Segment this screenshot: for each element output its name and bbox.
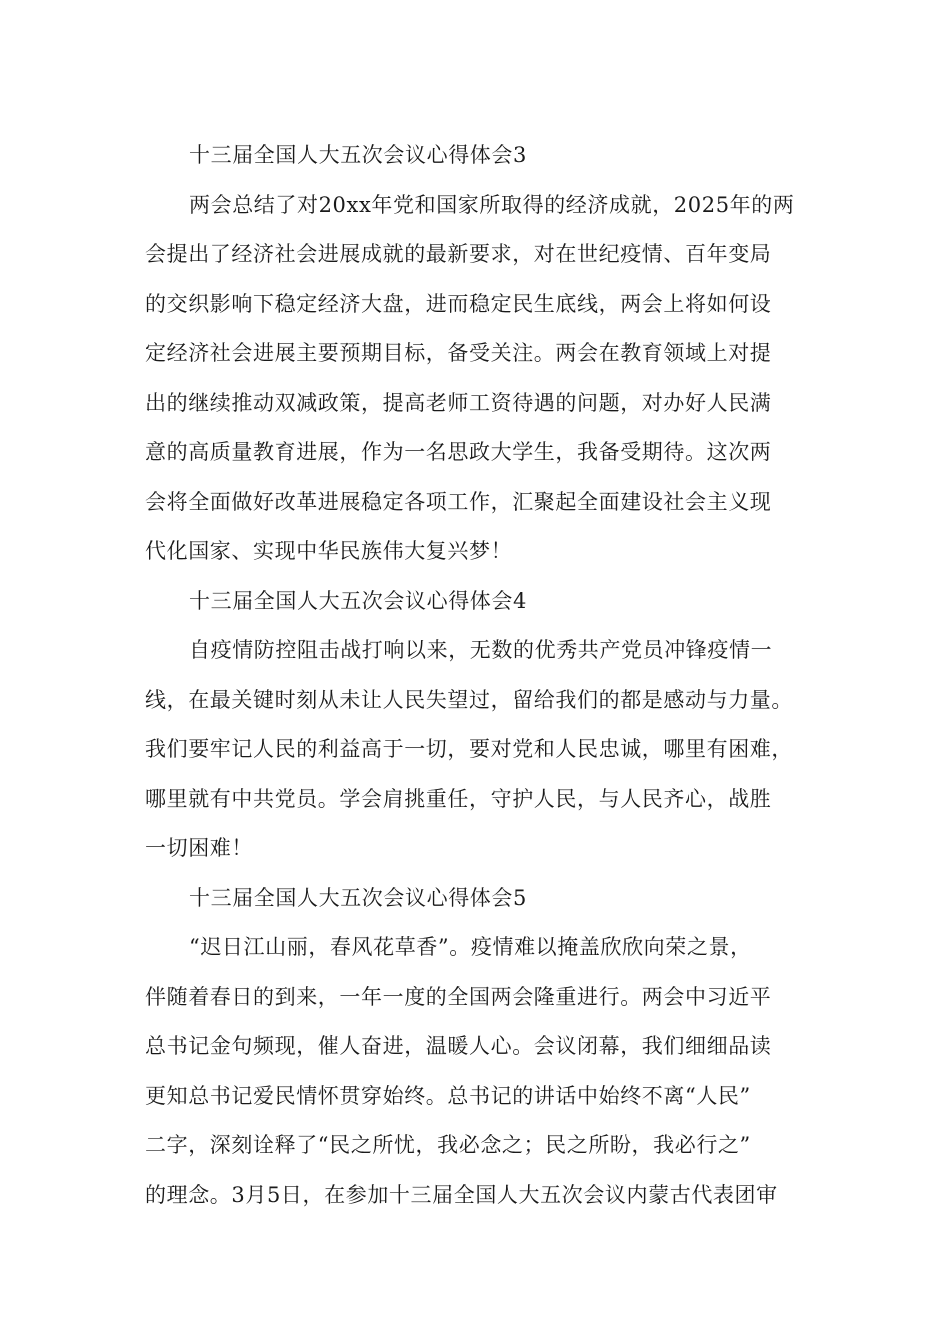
paragraph-line: 两会总结了对20xx年党和国家所取得的经济成就，2025年的两 xyxy=(189,192,795,217)
section-5 xyxy=(145,874,811,1221)
paragraph-line: “迟日江山丽，春风花草香”。疫情难以掩盖欣欣向荣之景， xyxy=(189,935,752,959)
section-heading: 十三届全国人大五次会议心得体会3 xyxy=(189,143,527,167)
paragraph-line: 代化国家、实现中华民族伟大复兴梦！ xyxy=(145,539,513,563)
paragraph-line: 意的高质量教育进展，作为一名思政大学生，我备受期待。这次两 xyxy=(145,440,772,464)
paragraph-line: 出的继续推动双减政策，提高老师工资待遇的问题，对办好人民满 xyxy=(145,390,772,415)
paragraph-line: 总书记金句频现，催人奋进，温暖人心。会议闭幕，我们细细品读 xyxy=(145,1034,772,1058)
section-heading: 十三届全国人大五次会议心得体会4 xyxy=(189,588,527,613)
paragraph-line: 我们要牢记人民的利益高于一切，要对党和人民忠诚，哪里有困难， xyxy=(145,737,793,761)
paragraph xyxy=(145,626,811,874)
section-heading: 十三届全国人大五次会议心得体会5 xyxy=(189,885,527,910)
paragraph-line: 哪里就有中共党员。学会肩挑重任，守护人民，与人民齐心，战胜 xyxy=(145,786,772,811)
paragraph-line: 的交织影响下稳定经济大盘，进而稳定民生底线，两会上将如何设 xyxy=(145,291,772,316)
paragraph-line: 伴随着春日的到来，一年一度的全国两会隆重进行。两会中习近平 xyxy=(145,984,772,1009)
paragraph-line: 二字，深刻诠释了“民之所忧，我必念之；民之所盼，我必行之” xyxy=(145,1133,751,1157)
paragraph-line: 更知总书记爱民情怀贯穿始终。总书记的讲话中始终不离“人民” xyxy=(145,1083,751,1108)
section-3 xyxy=(145,131,811,577)
paragraph-line: 的理念。3月5日，在参加十三届全国人大五次会议内蒙古代表团审 xyxy=(145,1182,778,1207)
paragraph xyxy=(145,923,811,1220)
paragraph-line: 线，在最关键时刻从未让人民失望过，留给我们的都是感动与力量。 xyxy=(145,687,793,712)
paragraph-line: 一切困难！ xyxy=(145,836,253,860)
paragraph-line: 自疫情防控阻击战打响以来，无数的优秀共产党员冲锋疫情一 xyxy=(189,638,773,662)
document-body xyxy=(145,131,811,1220)
paragraph xyxy=(145,181,811,577)
paragraph-line: 会提出了经济社会进展成就的最新要求，对在世纪疫情、百年变局 xyxy=(145,242,772,266)
section-4 xyxy=(145,577,811,874)
paragraph-line: 会将全面做好改革进展稳定各项工作，汇聚起全面建设社会主义现 xyxy=(145,489,772,514)
paragraph-line: 定经济社会进展主要预期目标，备受关注。两会在教育领域上对提 xyxy=(145,341,772,365)
